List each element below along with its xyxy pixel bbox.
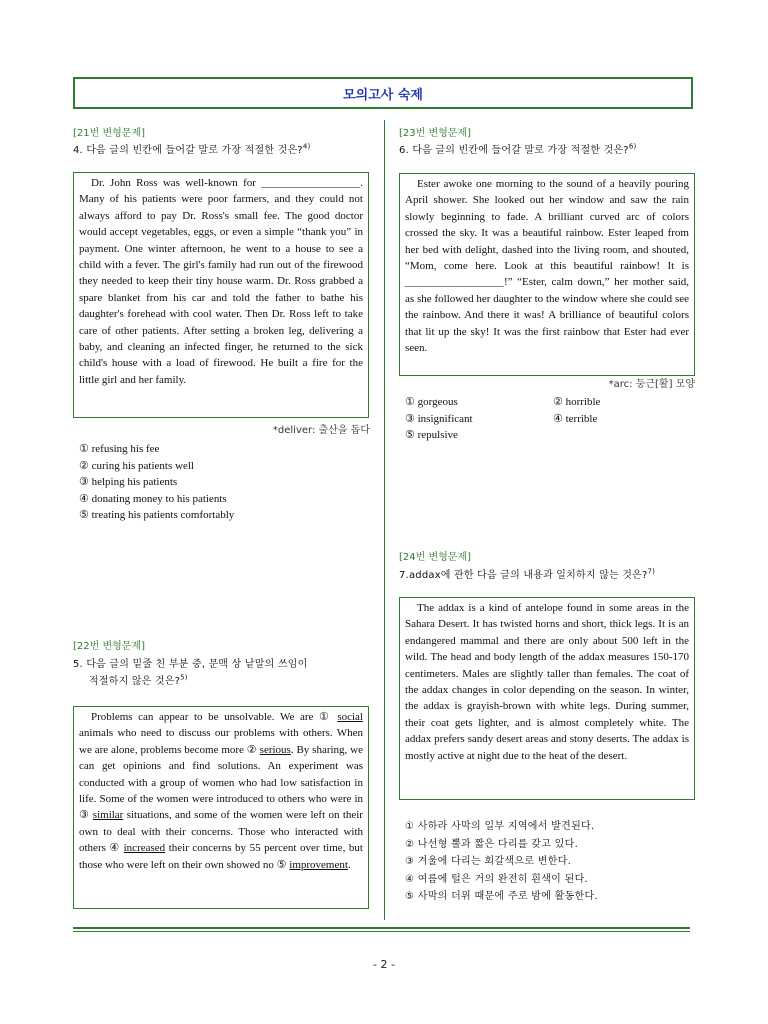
q22-underline-5: improvement (289, 858, 348, 871)
q21-header: [21번 변형문제] (73, 128, 146, 139)
q24-header: [24번 변형문제] (399, 552, 472, 563)
q24-choice-4[interactable]: ④ 여름에 털은 거의 완전히 흰색이 된다. (405, 873, 589, 885)
q21-blank: __________________ (261, 177, 361, 189)
page-title-box (73, 77, 693, 109)
q23-choice-3[interactable]: ③ insignificant (405, 412, 473, 425)
q24-choice-5[interactable]: ⑤ 사막의 더위 때문에 주로 밤에 활동한다. (405, 891, 598, 902)
q23-choices (405, 394, 693, 444)
q23-choice-1[interactable]: ① gorgeous (405, 396, 458, 408)
q24-choices (405, 818, 598, 906)
q22-underline-3: similar (92, 809, 124, 822)
q22-underline-4: increased (123, 842, 166, 855)
q21-choice-2[interactable]: ② curing his patients well (79, 459, 194, 472)
q24-choice-1[interactable]: ① 사하라 사막의 일부 지역에서 발견된다. (405, 821, 595, 832)
q24-choice-2[interactable]: ② 나선형 뿔과 짧은 다리를 갖고 있다. (405, 838, 579, 850)
q21-passage: Dr. John Ross was well-known for __________________. Many of his patients were poor farmers, and they could not always afford to pay Dr. Ross's small fee. The good doctor would accept vegetables, eggs, or even a simple “thank you” in payment. One winter afternoon, he went to a house to see a child with a fever. The girl's family had run out of the firewood they needed to keep their tiny house warm. Dr. Ross grabbed a spare blanket from his car and told the father to bathe his daughter's forehead with cool water. Then Dr. Ross left to take care of other patients. After setting a broken leg, delivering a baby, and cleaning an infected finger, he returned to the sick child's house with a load of firewood. He built a fire for the little girl and her family. (73, 172, 369, 418)
q24-question: 7.addax에 관한 다음 글의 내용과 일치하지 않는 것은?$^{7)}$ (399, 567, 656, 581)
q24-passage: The addax is a kind of antelope found in some areas in the Sahara Desert. It has twisted horns and short, thick legs. It is an endangered mammal and there are only about 500 left in the wild. The head and body length of the addax measures 150-170 centimeters. Males are slightly taller than females. The coat of the addax changes in color depending on the season. In winter, the addax is grayish-brown with white legs. During summer, their coat gets lighter, and is almost completely white. The addax prefers sandy desert areas and stony deserts. The addax is mostly active at night due to the heat of the desert. (399, 597, 695, 800)
bottom-rule-thick (73, 927, 690, 929)
q21-choices (79, 441, 234, 524)
bottom-rule-thin (73, 931, 690, 932)
q21-footnote: 4) (302, 142, 311, 151)
q24-choice-3[interactable]: ③ 겨울에 다리는 회갈색으로 변한다. (405, 856, 572, 867)
q22-header: [22번 변형문제] (73, 641, 146, 652)
q22-question-line2: 적절하지 않은 것은?$^{5)}$ (89, 673, 188, 687)
column-divider (384, 120, 385, 920)
q23-footnote: 6) (628, 142, 637, 151)
page-number: - 2 - (373, 958, 395, 971)
q22-underline-2: serious (259, 743, 291, 756)
q21-note: *deliver: 출산을 돕다 (272, 425, 370, 436)
q23-header: [23번 변형문제] (399, 128, 472, 139)
q23-note: *arc: 둥근[활] 모양 (608, 379, 695, 390)
q23-choice-4[interactable]: ④ terrible (553, 412, 598, 425)
q22-footnote: 5) (180, 673, 188, 682)
q23-choice-5[interactable]: ⑤ repulsive (405, 429, 458, 441)
q21-choice-4[interactable]: ④ donating money to his patients (79, 492, 227, 505)
q22-question-line1: 5. 다음 글의 밑줄 친 부분 중, 문맥 상 낱말의 쓰임이 (73, 659, 308, 670)
q23-choice-2[interactable]: ② horrible (553, 396, 601, 408)
q22-underline-1: social (337, 711, 363, 723)
q22-passage: Problems can appear to be unsolvable. We are ① social animals who need to discuss our problems with others. When we are alone, problems become more ② serious. By sharing, we can get opinions and find solutions. An experiment was conducted with a group of women who had low satisfaction in life. Some of the women were introduced to others who were in ③ similar situations, and some of the women were left on their own to deal with their concerns. Those who interacted with others ④ increased their concerns by 55 percent over time, but those who were left on their own showed no ⑤ improvement. (73, 706, 369, 909)
q23-question: 6. 다음 글의 빈칸에 들어갈 말로 가장 적절한 것은?$^{6)}$ (399, 142, 637, 156)
q23-passage: Ester awoke one morning to the sound of a heavily pouring April shower. She looked out her window and saw the rain slowly beginning to fade. A brilliant curved arc of colors crossed the sky. It was a beautiful rainbow. Ester leaped from her bed with delight, dashed into the living room, and shouted, “Mom, come here. Look at this beautiful rainbow! It is __________________!” “Ester, calm down,” her mother said, as she followed her daughter to the window where she could see the rainbow. And there it was! A brilliance of beautiful colors that lit up the sky! It was the first rainbow that Ester had ever seen. (399, 173, 695, 376)
q23-blank: __________________ (405, 276, 504, 289)
page-title: 모의고사 숙제 (343, 87, 423, 103)
q21-choice-3[interactable]: ③ helping his patients (79, 476, 178, 488)
q24-footnote: 7) (647, 567, 656, 576)
q21-choice-5[interactable]: ⑤ treating his patients comfortably (79, 509, 235, 521)
q21-question: 4. 다음 글의 빈칸에 들어갈 말로 가장 적절한 것은?$^{4)}$ (73, 142, 311, 156)
q21-choice-1[interactable]: ① refusing his fee (79, 443, 160, 455)
